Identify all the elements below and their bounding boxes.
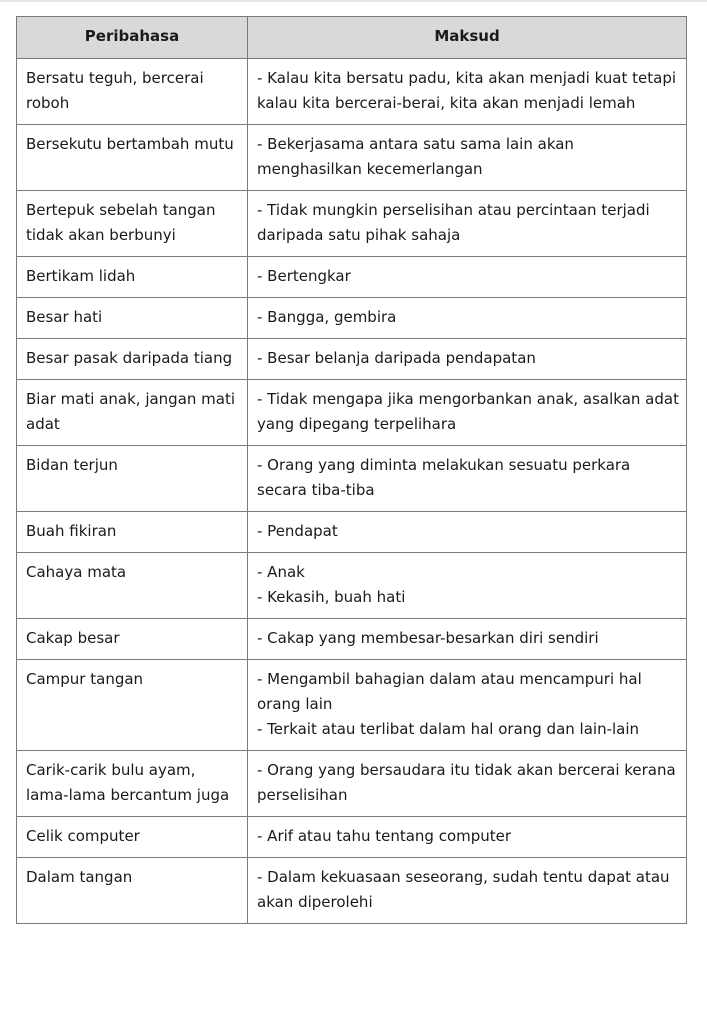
peribahasa-cell: Buah fikiran bbox=[17, 512, 248, 553]
peribahasa-cell: Cakap besar bbox=[17, 619, 248, 660]
maksud-cell bbox=[248, 125, 687, 191]
maksud-cell bbox=[248, 553, 687, 619]
maksud-line: - Tidak mengapa jika mengorbankan anak, asalkan adat yang dipegang terpelihara bbox=[257, 390, 679, 433]
top-divider bbox=[0, 0, 707, 2]
maksud-line: - Mengambil bahagian dalam atau mencampuri hal orang lain bbox=[257, 670, 642, 713]
table-row bbox=[17, 817, 687, 858]
maksud-line: - Kalau kita bersatu padu, kita akan menjadi kuat tetapi kalau kita bercerai-berai, kita akan menjadi lemah bbox=[257, 69, 677, 112]
peribahasa-cell: Besar hati bbox=[17, 298, 248, 339]
maksud-line: - Anak bbox=[257, 563, 305, 581]
peribahasa-cell: Bertepuk sebelah tangan tidak akan berbunyi bbox=[17, 191, 248, 257]
peribahasa-cell: Biar mati anak, jangan mati adat bbox=[17, 380, 248, 446]
table-row bbox=[17, 660, 687, 751]
peribahasa-cell: Cahaya mata bbox=[17, 553, 248, 619]
table-body bbox=[17, 59, 687, 924]
header-maksud: Maksud bbox=[248, 17, 687, 59]
maksud-cell bbox=[248, 59, 687, 125]
peribahasa-table bbox=[16, 16, 687, 924]
maksud-cell bbox=[248, 257, 687, 298]
maksud-cell bbox=[248, 619, 687, 660]
maksud-line: - Cakap yang membesar-besarkan diri sendiri bbox=[257, 629, 599, 647]
maksud-cell bbox=[248, 339, 687, 380]
maksud-cell bbox=[248, 298, 687, 339]
peribahasa-cell: Bersekutu bertambah mutu bbox=[17, 125, 248, 191]
maksud-cell bbox=[248, 191, 687, 257]
table-row bbox=[17, 553, 687, 619]
maksud-line: - Besar belanja daripada pendapatan bbox=[257, 349, 536, 367]
peribahasa-cell: Bidan terjun bbox=[17, 446, 248, 512]
maksud-cell bbox=[248, 751, 687, 817]
table-row bbox=[17, 298, 687, 339]
peribahasa-cell: Bertikam lidah bbox=[17, 257, 248, 298]
maksud-cell bbox=[248, 817, 687, 858]
peribahasa-cell: Campur tangan bbox=[17, 660, 248, 751]
table-row bbox=[17, 619, 687, 660]
peribahasa-cell: Carik-carik bulu ayam, lama-lama bercantum juga bbox=[17, 751, 248, 817]
maksud-line: - Tidak mungkin perselisihan atau percintaan terjadi daripada satu pihak sahaja bbox=[257, 201, 650, 244]
maksud-cell bbox=[248, 660, 687, 751]
maksud-line: - Bekerjasama antara satu sama lain akan menghasilkan kecemerlangan bbox=[257, 135, 574, 178]
maksud-line: - Kekasih, buah hati bbox=[257, 588, 406, 606]
peribahasa-cell: Celik computer bbox=[17, 817, 248, 858]
table-row bbox=[17, 858, 687, 924]
table-row bbox=[17, 512, 687, 553]
table-row bbox=[17, 257, 687, 298]
peribahasa-cell: Besar pasak daripada tiang bbox=[17, 339, 248, 380]
maksud-line: - Pendapat bbox=[257, 522, 338, 540]
maksud-cell bbox=[248, 512, 687, 553]
table-header-row bbox=[17, 17, 687, 59]
maksud-line: - Bertengkar bbox=[257, 267, 351, 285]
maksud-line: - Bangga, gembira bbox=[257, 308, 397, 326]
maksud-cell bbox=[248, 446, 687, 512]
maksud-line: - Terkait atau terlibat dalam hal orang dan lain-lain bbox=[257, 720, 640, 738]
peribahasa-cell: Bersatu teguh, bercerai roboh bbox=[17, 59, 248, 125]
maksud-cell bbox=[248, 380, 687, 446]
maksud-line: - Orang yang diminta melakukan sesuatu perkara secara tiba-tiba bbox=[257, 456, 631, 499]
table-row bbox=[17, 751, 687, 817]
table-row bbox=[17, 59, 687, 125]
maksud-line: - Orang yang bersaudara itu tidak akan bercerai kerana perselisihan bbox=[257, 761, 676, 804]
maksud-line: - Dalam kekuasaan seseorang, sudah tentu dapat atau akan diperolehi bbox=[257, 868, 670, 911]
maksud-line: - Arif atau tahu tentang computer bbox=[257, 827, 512, 845]
peribahasa-cell: Dalam tangan bbox=[17, 858, 248, 924]
table-row bbox=[17, 191, 687, 257]
table-row bbox=[17, 339, 687, 380]
header-peribahasa: Peribahasa bbox=[17, 17, 248, 59]
maksud-cell bbox=[248, 858, 687, 924]
table-row bbox=[17, 125, 687, 191]
table-row bbox=[17, 380, 687, 446]
table-row bbox=[17, 446, 687, 512]
